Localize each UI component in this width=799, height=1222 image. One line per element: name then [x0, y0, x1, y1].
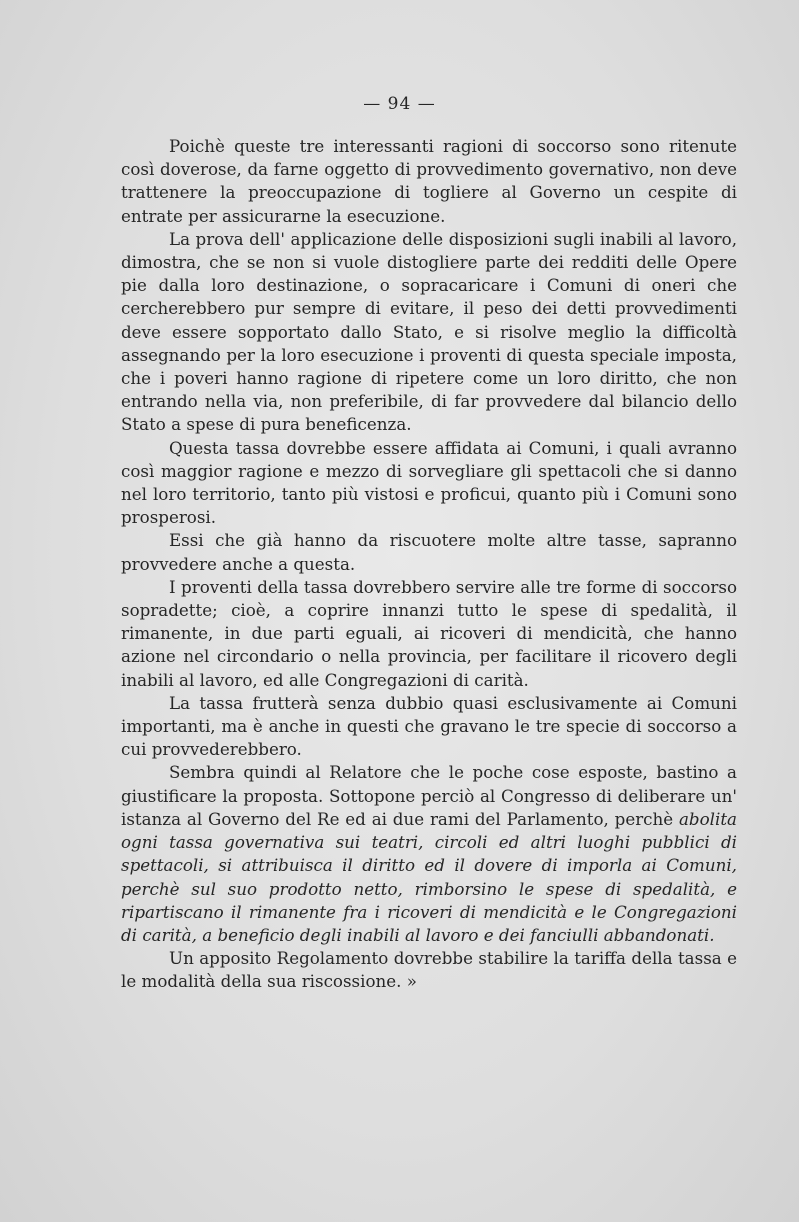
paragraph-7: [121, 761, 737, 947]
paragraph-8: Un apposito Regolamento dovrebbe stabilire la tariffa della tassa e le modalità della sua riscossione. »: [121, 948, 737, 992]
paragraph-7-italic: abolita ogni tassa governativa sui teatri, circoli ed altri luoghi pubblici di spettacoli, si attribuisca il diritto ed il dovere di imporla ai Comuni, perchè sul suo prodotto netto, rimborsino le spese di spedalità, e ripartiscano il rimanente fra i ricoveri di mendicità e le Congregazioni di carità, a beneficio degli inabili al lavoro e dei fanciulli abbandonati.: [121, 808, 737, 945]
paragraph-4: Essi che già hanno da riscuotere molte altre tasse, sapranno provvedere anche a questa.: [121, 530, 737, 574]
paragraph-2: La prova dell' applicazione delle disposizioni sugli inabili al lavoro, dimostra, che se non si vuole distogliere parte dei redditi delle Opere pie dalla loro destinazione, o sopracaricare i Comuni di oneri che cercherebbero pur sempre di evitare, il peso dei detti provvedimenti deve essere sopportato dallo Stato, e si risolve meglio la difficoltà assegnando per la loro esecuzione i proventi di questa speciale imposta, che i poveri hanno ragione di ripetere come un loro diritto, che non entrando nella via, non preferibile, di far provvedere dal bilancio dello Stato a spese di pura beneficenza.: [121, 228, 737, 435]
page-number: — 94 —: [363, 94, 436, 114]
paragraph-1: Poichè queste tre interessanti ragioni di soccorso sono ritenute così doverose, da farne oggetto di provvedimento governativo, non deve trattenere la preoccupazione di togliere al Governo un cespite di entrate per assicurarne la esecuzione.: [121, 136, 737, 226]
body-text: [121, 135, 737, 994]
paragraph-6: La tassa frutterà senza dubbio quasi esclusivamente ai Comuni importanti, ma è anche in questi che gravano le tre specie di soccorso a cui provvederebbero.: [121, 692, 737, 760]
paragraph-5: I proventi della tassa dovrebbero servire alle tre forme di soccorso sopradette; cioè, a coprire innanzi tutto le spese di spedalità, il rimanente, in due parti eguali, ai ricoveri di mendicità, che hanno azione nel circondario o nella provincia, per facilitare il ricovero degli inabili al lavoro, ed alle Congregazioni di carità.: [121, 576, 737, 690]
paragraph-7-lead: Sembra quindi al Relatore che le poche cose esposte, bastino a giustificare la proposta. Sottopone perciò al Congresso di deliberare un' istanza al Governo del Re ed ai due rami del Parlamento, perchè: [121, 762, 737, 829]
paragraph-3: Questa tassa dovrebbe essere affidata ai Comuni, i quali avranno così maggior ragione e mezzo di sorvegliare gli spettacoli che si danno nel loro territorio, tanto più vistosi e proficui, quanto più i Comuni sono prosperosi.: [121, 437, 737, 528]
